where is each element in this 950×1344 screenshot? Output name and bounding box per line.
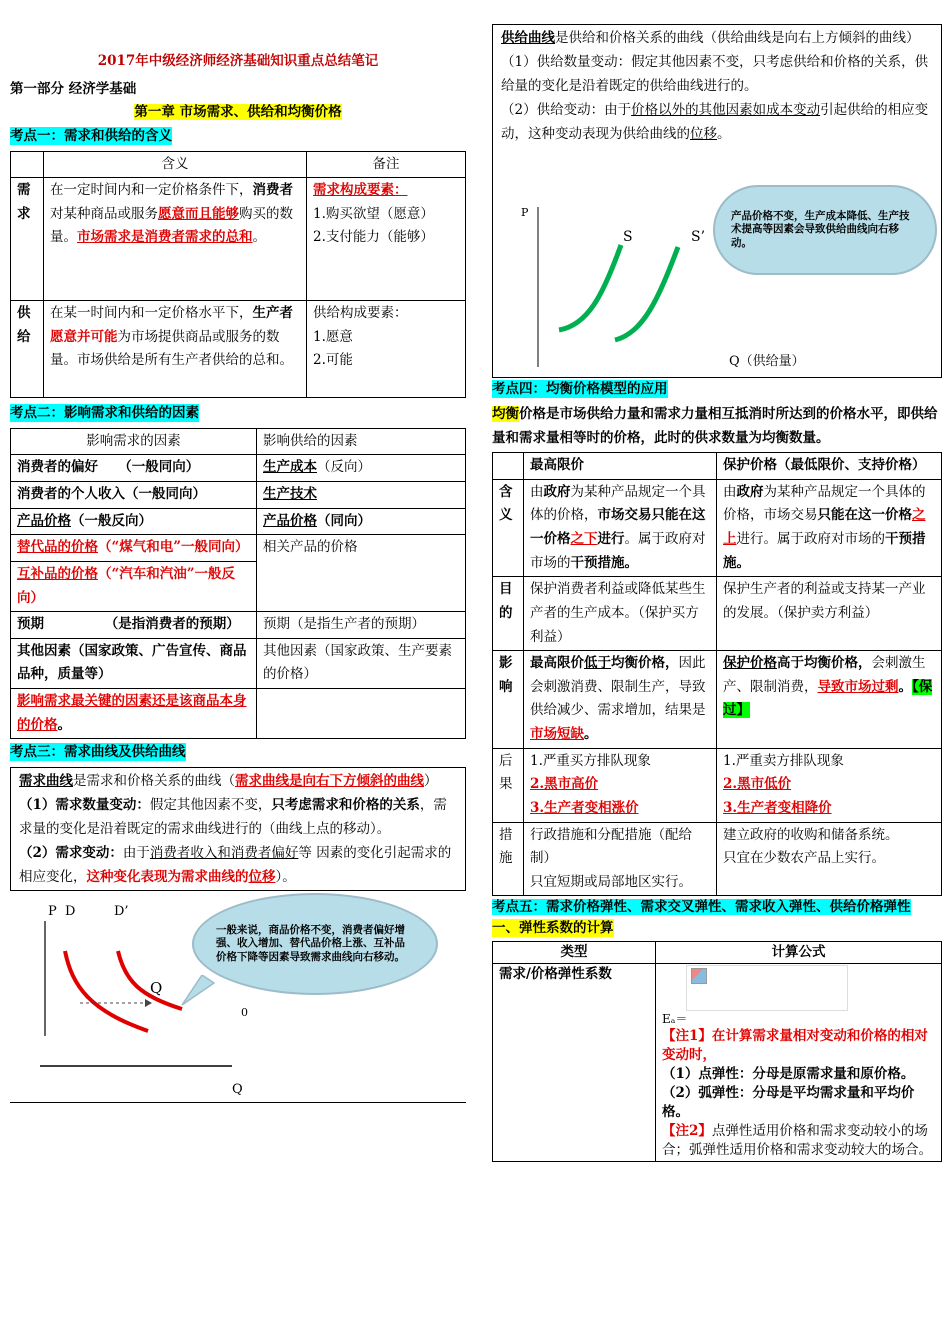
- kp4-heading: 考点四：均衡价格模型的应用: [492, 381, 668, 397]
- kp1-supply-label: 供给: [11, 301, 44, 398]
- kp2-r1-demand: 消费者的偏好 （一般同向）: [11, 455, 257, 482]
- chapter-heading: [10, 101, 466, 125]
- supply-p3: （2）供给变动：由于价格以外的其他因素如成本变动引起供给的相应变动，这种变动表现为供给曲线的位移。: [501, 102, 929, 143]
- kp4-r2-max: 保护消费者利益或降低某些生产者的生产成本。（保护买方利益）: [524, 577, 717, 651]
- kp5-table: [492, 941, 942, 1162]
- kp1-heading: 考点一：需求和供给的含义: [10, 127, 172, 144]
- kp4-r2-min: 保护生产者的利益或支持某一产业的发展。（保护卖方利益）: [717, 577, 942, 651]
- kp2-r4-demand: 替代品的价格（“煤气和电”一般同向）: [11, 535, 257, 562]
- kp4-r4-label: 后果: [493, 748, 524, 822]
- demand-chart-d2-label: D’: [114, 903, 129, 919]
- supply-chart-s2-label: S’: [691, 229, 706, 245]
- supply-callout-bubble: [713, 185, 937, 275]
- kp2-r8-supply: [257, 689, 466, 739]
- demand-curve-d: [65, 951, 148, 1031]
- kp2-table: [10, 428, 466, 740]
- kp4-r1-min: 由政府为某种产品规定一个具体的价格，市场交易只能在这一价格之上进行。属于政府对市场的干预措施。: [717, 479, 942, 577]
- kp2-col-demand: 影响需求的因素: [11, 428, 257, 455]
- kp4-col-min: 保护价格（最低限价、支持价格）: [717, 453, 942, 480]
- kp5-note2: 【注2】点弹性适用价格和需求变动较小的场合；弧弹性适用价格和需求变动较大的场合。: [662, 1122, 932, 1158]
- kp3-heading: 考点三：需求曲线及供给曲线: [10, 744, 186, 761]
- kp2-r4-supply: 相关产品的价格: [257, 535, 466, 612]
- kp1-demand-text: 在一定时间内和一定价格条件下，消费者对某种商品或服务愿意而且能够购买的数量。市场需求是消费者需求的总和。: [44, 178, 307, 301]
- supply-p1: 供给曲线是供给和价格关系的曲线（供给曲线是向右上方倾斜的曲线）: [501, 30, 920, 46]
- kp3-p1: 需求曲线是需求和价格关系的曲线（需求曲线是向右下方倾斜的曲线）: [19, 772, 438, 789]
- kp1-table: [10, 151, 466, 399]
- kp4-table: [492, 452, 942, 896]
- kp2-r3-demand: 产品价格（一般反向）: [11, 508, 257, 535]
- supply-callout-text: 产品价格不变，生产成本降低、生产技术提高等因素会导致供给曲线向右移动。: [731, 210, 910, 249]
- supply-curve-s: [559, 245, 621, 330]
- kp2-col-supply: 影响供给的因素: [257, 428, 466, 455]
- kp1-supply-text: 在某一时间内和一定价格水平下，生产者愿意并可能为市场提供商品或服务的数量。市场供给是所有生产者供给的总和。: [44, 301, 307, 398]
- kp5-sub: 一、弹性系数的计算: [492, 920, 614, 937]
- kp5-heading-wrap: [492, 898, 942, 917]
- kp2-r6-demand: 预期 （是指消费者的预期）: [11, 612, 257, 639]
- kp2-heading: 考点二：影响需求和供给的因素: [10, 405, 199, 422]
- kp4-r5-min: 建立政府的收购和储备系统。 只宜在少数农产品上实行。: [717, 822, 942, 896]
- kp2-r8-demand: 影响需求最关键的因素还是该商品本身的价格。: [11, 689, 257, 739]
- chapter-title: 第一章 市场需求、供给和均衡价格: [134, 104, 342, 121]
- demand-chart-p-label: P: [48, 903, 57, 919]
- kp1-supply-note: 供给构成要素： 1.愿意 2.可能: [307, 301, 466, 398]
- demand-callout-bubble: [192, 893, 438, 995]
- doc-title: 2017年中级经济师经济基础知识重点总结笔记: [97, 53, 379, 69]
- kp1-demand-label: 需求: [11, 178, 44, 301]
- right-column: [492, 0, 942, 1162]
- kp3-p3: （2）需求变动：由于消费者收入和消费者偏好等 因素的变化引起需求的相应变化，这种变化表现为需求曲线的位移）。: [19, 844, 452, 885]
- kp5-col-type: 类型: [493, 941, 656, 963]
- supply-text-box: [492, 24, 942, 378]
- kp4-r2-label: 目的: [493, 577, 524, 651]
- kp4-r1-max: 由政府为某种产品规定一个具体的价格，市场交易只能在这一价格之下进行。属于政府对市场的干预措施。: [524, 479, 717, 577]
- kp1-corner: [11, 151, 44, 178]
- supply-chart-p-label: P: [521, 206, 529, 219]
- kp5-ed: Eₐ＝: [662, 1011, 688, 1026]
- kp4-corner: [493, 453, 524, 480]
- kp5-row-formula: [656, 963, 942, 1161]
- kp2-r7-demand: 其他因素（国家政策、广告宣传、商品品种，质量等）: [11, 638, 257, 688]
- kp4-r4-max: 1.严重买方排队现象 2.黑市高价 3.生产者变相涨价: [524, 748, 717, 822]
- supply-curve-s-shift: [615, 247, 678, 340]
- kp4-r1-label: 含义: [493, 479, 524, 577]
- kp4-r5-label: 措施: [493, 822, 524, 896]
- demand-chart-d-label: D: [65, 903, 76, 919]
- supply-chart-s-label: S: [623, 229, 633, 245]
- formula-image-box: [686, 965, 848, 1011]
- kp5-col-formula: 计算公式: [656, 941, 942, 963]
- kp1-demand-note: 需求构成要素： 1.购买欲望（愿意） 2.支付能力（能够）: [307, 178, 466, 301]
- kp1-col-meaning: 含义: [44, 151, 307, 178]
- kp2-r1-supply: 生产成本（反向）: [257, 455, 466, 482]
- demand-chart-q-mid-label: Q: [150, 978, 163, 997]
- kp4-r3-label: 影响: [493, 651, 524, 749]
- kp2-r6-supply: 预期（是指生产者的预期）: [257, 612, 466, 639]
- kp3-p2: （1）需求数量变动：假定其他因素不变，只考虑需求和价格的关系，需求量的变化是沿着既定的需求曲线进行的（曲线上点的移动）。: [19, 796, 447, 837]
- kp2-r2-demand: 消费者的个人收入（一般同向）: [11, 482, 257, 509]
- kp1-col-note: 备注: [307, 151, 466, 178]
- kp4-r3-max: 最高限价低于均衡价格，因此会刺激消费、限制生产，导致供给减少、需求增加，结果是市场短缺。: [524, 651, 717, 749]
- kp2-r7-supply: 其他因素（国家政策、生产要素的价格）: [257, 638, 466, 688]
- kp4-r3-min: 保护价格高于均衡价格，会刺激生产、限制消费，导致市场过剩。【保过】: [717, 651, 942, 749]
- kp2-r5-demand: 互补品的价格（“汽车和汽油”一般反向）: [11, 561, 257, 611]
- demand-callout-text: 一般来说，商品价格不变，消费者偏好增强、收入增加、替代品价格上涨、互补品价格下降等因素导致需求曲线向右移动。: [216, 924, 405, 963]
- kp5-point1: （1）点弹性：分母是原需求量和原价格。: [662, 1066, 915, 1083]
- kp2-r2-supply: 生产技术: [257, 482, 466, 509]
- left-column: [10, 0, 466, 1103]
- demand-callout-tail: [180, 975, 220, 1015]
- kp5-note1: 【注1】在计算需求量相对变动和价格的相对变动时，: [662, 1028, 928, 1064]
- supply-chart-q-label: Q（供给量）: [729, 354, 805, 369]
- part-heading: 第一部分 经济学基础: [10, 80, 137, 97]
- demand-chart-q-label: Q: [232, 1081, 243, 1097]
- broken-image-icon: [691, 968, 707, 984]
- supply-p2: （1）供给数量变动：假定其他因素不变，只考虑供给和价格的关系，供给量的变化是沿着既定的供给曲线进行的。: [501, 54, 929, 95]
- kp4-r5-max: 行政措施和分配措施（配给制） 只宜短期或局部地区实行。: [524, 822, 717, 896]
- kp3-text-box: [10, 767, 466, 891]
- kp2-r3-supply: 产品价格（同向）: [257, 508, 466, 535]
- kp5-heading: 考点五：需求价格弹性、需求交叉弹性、需求收入弹性、供给价格弹性: [492, 899, 911, 916]
- kp4-r4-min: 1.严重卖方排队现象 2.黑市低价 3.生产者变相降价: [717, 748, 942, 822]
- kp5-row-type: 需求/价格弹性系数: [493, 963, 656, 1161]
- kp4-intro: 均衡价格是市场供给力量和需求力量相互抵消时所达到的价格水平，即供给量和需求量相等时的价格，此时的供求数量为均衡数量。: [492, 405, 938, 446]
- kp4-col-max: 最高限价: [524, 453, 717, 480]
- demand-chart-o-label: 0: [241, 1006, 248, 1017]
- demand-chart: [10, 891, 466, 1106]
- kp5-point2: （2）弧弹性：分母是平均需求量和平均价格。: [662, 1085, 915, 1120]
